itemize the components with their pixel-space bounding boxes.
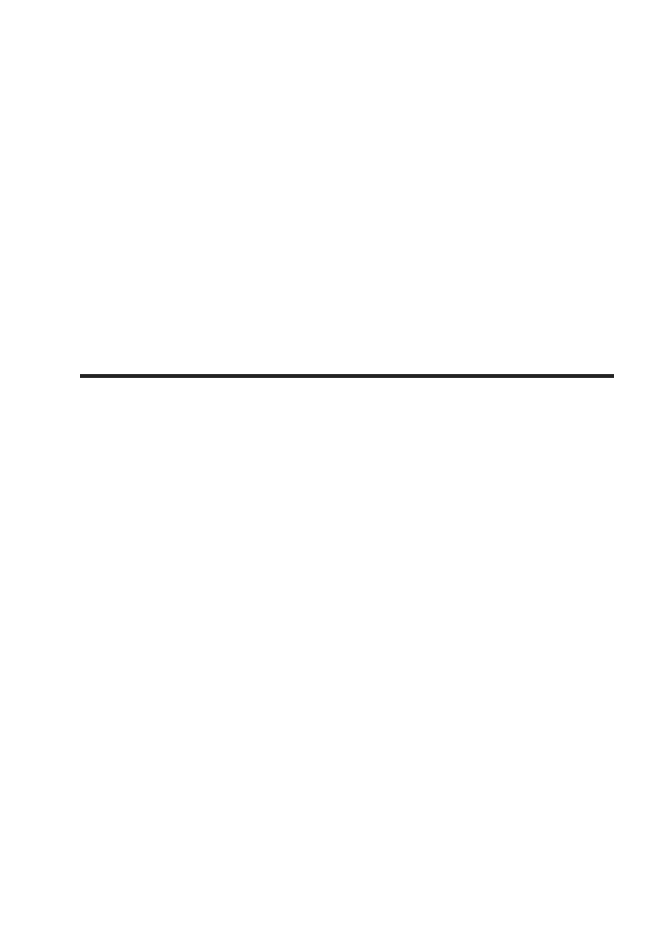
- table-6: [80, 374, 614, 378]
- table-footnote: [81, 376, 614, 378]
